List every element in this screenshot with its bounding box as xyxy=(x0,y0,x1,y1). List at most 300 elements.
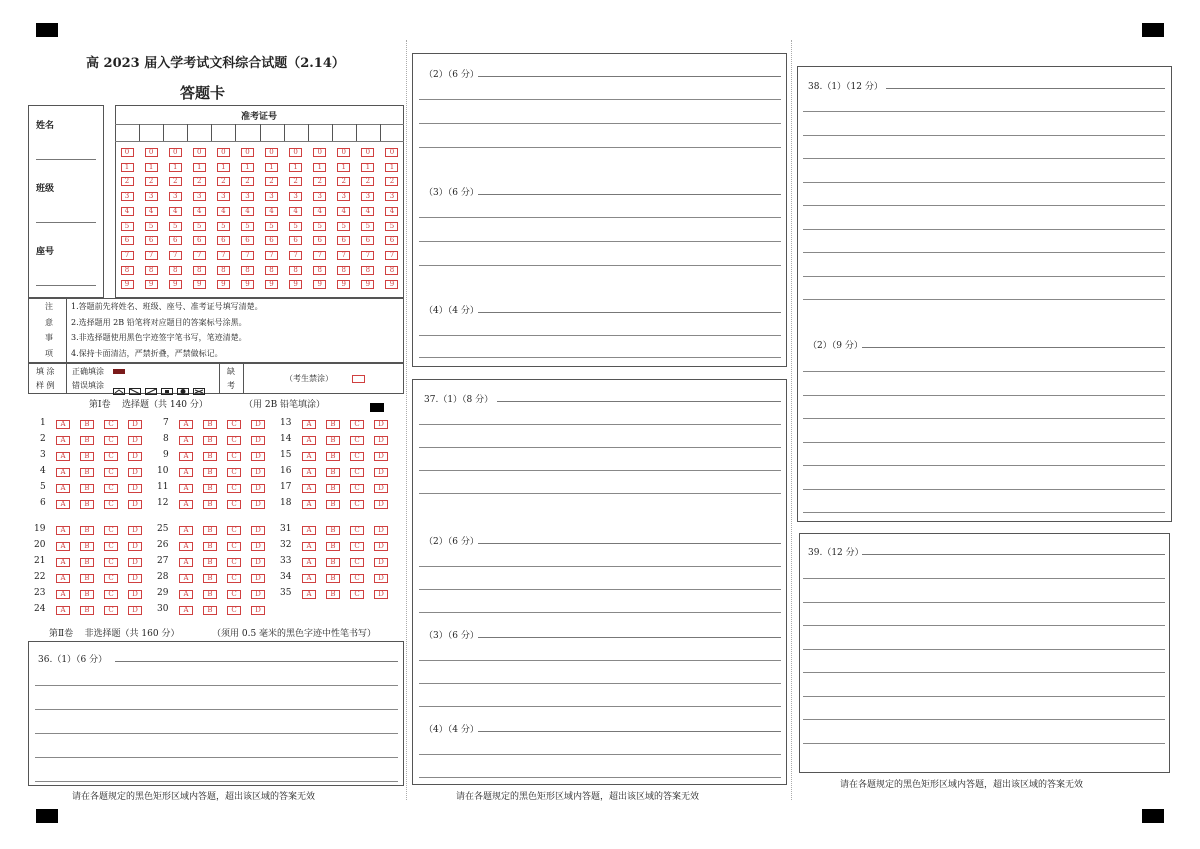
answer-line[interactable] xyxy=(419,424,781,425)
answer-line[interactable] xyxy=(803,371,1165,372)
option-bubble[interactable]: B xyxy=(326,452,340,461)
exam-id-digit-bubble[interactable]: 5 xyxy=(361,222,374,231)
exam-id-digit-bubble[interactable]: 4 xyxy=(193,207,206,216)
exam-id-digit-bubble[interactable]: 4 xyxy=(145,207,158,216)
exam-id-digit-bubble[interactable]: 6 xyxy=(169,236,182,245)
exam-id-digit-bubble[interactable]: 4 xyxy=(169,207,182,216)
exam-id-digit-bubble[interactable]: 7 xyxy=(217,251,230,260)
answer-line[interactable] xyxy=(419,123,781,124)
option-bubble[interactable]: D xyxy=(374,484,388,493)
option-bubble[interactable]: B xyxy=(80,452,94,461)
option-bubble[interactable]: B xyxy=(203,468,217,477)
option-bubble[interactable]: C xyxy=(350,590,364,599)
option-bubble[interactable]: B xyxy=(80,484,94,493)
option-bubble[interactable]: C xyxy=(350,558,364,567)
exam-id-digit-bubble[interactable]: 9 xyxy=(361,280,374,289)
answer-line[interactable] xyxy=(803,395,1165,396)
answer-line[interactable] xyxy=(419,660,781,661)
option-bubble[interactable]: B xyxy=(326,420,340,429)
exam-id-digit-bubble[interactable]: 1 xyxy=(241,163,254,172)
option-bubble[interactable]: A xyxy=(56,558,70,567)
exam-id-digit-bubble[interactable]: 6 xyxy=(337,236,350,245)
option-bubble[interactable]: D xyxy=(128,606,142,615)
exam-id-digit-bubble[interactable]: 1 xyxy=(121,163,134,172)
exam-id-digit-bubble[interactable]: 5 xyxy=(169,222,182,231)
exam-id-digit-bubble[interactable]: 9 xyxy=(193,280,206,289)
exam-id-digit-bubble[interactable]: 2 xyxy=(313,177,326,186)
option-bubble[interactable]: B xyxy=(326,436,340,445)
option-bubble[interactable]: B xyxy=(326,542,340,551)
exam-id-digit-bubble[interactable]: 0 xyxy=(265,148,278,157)
option-bubble[interactable]: B xyxy=(80,590,94,599)
exam-id-digit-bubble[interactable]: 7 xyxy=(337,251,350,260)
option-bubble[interactable]: D xyxy=(251,420,265,429)
answer-line[interactable] xyxy=(419,683,781,684)
option-bubble[interactable]: A xyxy=(179,436,193,445)
option-bubble[interactable]: A xyxy=(179,500,193,509)
exam-id-digit-bubble[interactable]: 3 xyxy=(289,192,302,201)
exam-id-digit-bubble[interactable]: 5 xyxy=(289,222,302,231)
exam-id-digit-bubble[interactable]: 6 xyxy=(241,236,254,245)
exam-id-digit-bubble[interactable]: 9 xyxy=(217,280,230,289)
option-bubble[interactable]: C xyxy=(104,420,118,429)
exam-id-digit-bubble[interactable]: 1 xyxy=(361,163,374,172)
option-bubble[interactable]: A xyxy=(56,500,70,509)
option-bubble[interactable]: A xyxy=(179,558,193,567)
exam-id-digit-bubble[interactable]: 5 xyxy=(193,222,206,231)
answer-line[interactable] xyxy=(803,111,1165,112)
option-bubble[interactable]: D xyxy=(374,526,388,535)
answer-line[interactable] xyxy=(803,696,1165,697)
q39-box[interactable] xyxy=(799,533,1170,773)
option-bubble[interactable]: C xyxy=(104,574,118,583)
exam-id-digit-bubble[interactable]: 5 xyxy=(217,222,230,231)
answer-line[interactable] xyxy=(35,781,398,782)
option-bubble[interactable]: D xyxy=(128,590,142,599)
option-bubble[interactable]: C xyxy=(104,436,118,445)
exam-id-digit-bubble[interactable]: 0 xyxy=(217,148,230,157)
answer-line[interactable] xyxy=(803,602,1165,603)
option-bubble[interactable]: C xyxy=(104,452,118,461)
answer-line[interactable] xyxy=(35,733,398,734)
exam-id-digit-bubble[interactable]: 4 xyxy=(121,207,134,216)
option-bubble[interactable]: D xyxy=(374,574,388,583)
option-bubble[interactable]: B xyxy=(203,558,217,567)
answer-line[interactable] xyxy=(419,217,781,218)
exam-id-digit-bubble[interactable]: 0 xyxy=(169,148,182,157)
option-bubble[interactable]: D xyxy=(251,484,265,493)
option-bubble[interactable]: A xyxy=(302,484,316,493)
answer-line[interactable] xyxy=(803,625,1165,626)
option-bubble[interactable]: C xyxy=(227,468,241,477)
option-bubble[interactable]: B xyxy=(326,590,340,599)
option-bubble[interactable]: B xyxy=(80,558,94,567)
option-bubble[interactable]: A xyxy=(56,420,70,429)
exam-id-digit-bubble[interactable]: 8 xyxy=(169,266,182,275)
exam-id-digit-bubble[interactable]: 6 xyxy=(265,236,278,245)
option-bubble[interactable]: B xyxy=(203,420,217,429)
option-bubble[interactable]: C xyxy=(104,526,118,535)
exam-id-digit-bubble[interactable]: 3 xyxy=(385,192,398,201)
exam-id-digit-bubble[interactable]: 2 xyxy=(217,177,230,186)
option-bubble[interactable]: A xyxy=(56,484,70,493)
exam-id-digit-bubble[interactable]: 3 xyxy=(169,192,182,201)
option-bubble[interactable]: A xyxy=(179,420,193,429)
option-bubble[interactable]: B xyxy=(80,468,94,477)
option-bubble[interactable]: C xyxy=(227,558,241,567)
exam-id-digit-bubble[interactable]: 9 xyxy=(265,280,278,289)
option-bubble[interactable]: C xyxy=(227,590,241,599)
exam-id-digit-bubble[interactable]: 1 xyxy=(145,163,158,172)
answer-line[interactable] xyxy=(803,135,1165,136)
answer-line[interactable] xyxy=(803,719,1165,720)
option-bubble[interactable]: C xyxy=(350,452,364,461)
option-bubble[interactable]: C xyxy=(350,574,364,583)
exam-id-digit-bubble[interactable]: 6 xyxy=(385,236,398,245)
option-bubble[interactable]: B xyxy=(203,526,217,535)
exam-id-digit-bubble[interactable]: 8 xyxy=(265,266,278,275)
option-bubble[interactable]: D xyxy=(128,500,142,509)
exam-id-digit-bubble[interactable]: 0 xyxy=(145,148,158,157)
exam-id-digit-bubble[interactable]: 6 xyxy=(145,236,158,245)
option-bubble[interactable]: B xyxy=(80,500,94,509)
option-bubble[interactable]: D xyxy=(251,500,265,509)
exam-id-digit-bubble[interactable]: 5 xyxy=(121,222,134,231)
answer-line[interactable] xyxy=(803,743,1165,744)
exam-id-digit-bubble[interactable]: 1 xyxy=(265,163,278,172)
option-bubble[interactable]: A xyxy=(302,500,316,509)
answer-line[interactable] xyxy=(419,566,781,567)
option-bubble[interactable]: D xyxy=(251,542,265,551)
option-bubble[interactable]: A xyxy=(302,574,316,583)
option-bubble[interactable]: C xyxy=(104,500,118,509)
option-bubble[interactable]: B xyxy=(326,526,340,535)
exam-id-digit-bubble[interactable]: 3 xyxy=(241,192,254,201)
option-bubble[interactable]: A xyxy=(179,590,193,599)
exam-id-digit-bubble[interactable]: 1 xyxy=(289,163,302,172)
exam-id-digit-bubble[interactable]: 7 xyxy=(193,251,206,260)
exam-id-digit-bubble[interactable]: 2 xyxy=(241,177,254,186)
option-bubble[interactable]: A xyxy=(56,574,70,583)
exam-id-digit-bubble[interactable]: 4 xyxy=(265,207,278,216)
option-bubble[interactable]: D xyxy=(251,468,265,477)
answer-line[interactable] xyxy=(419,493,781,494)
exam-id-digit-bubble[interactable]: 4 xyxy=(289,207,302,216)
option-bubble[interactable]: C xyxy=(350,500,364,509)
exam-id-digit-bubble[interactable]: 8 xyxy=(145,266,158,275)
option-bubble[interactable]: B xyxy=(80,542,94,551)
exam-id-digit-bubble[interactable]: 6 xyxy=(361,236,374,245)
exam-id-digit-bubble[interactable]: 5 xyxy=(337,222,350,231)
exam-id-digit-bubble[interactable]: 0 xyxy=(385,148,398,157)
exam-id-digit-bubble[interactable]: 9 xyxy=(337,280,350,289)
option-bubble[interactable]: C xyxy=(104,542,118,551)
exam-id-digit-bubble[interactable]: 7 xyxy=(385,251,398,260)
option-bubble[interactable]: D xyxy=(251,590,265,599)
exam-id-digit-bubble[interactable]: 2 xyxy=(121,177,134,186)
option-bubble[interactable]: D xyxy=(128,468,142,477)
answer-line[interactable] xyxy=(803,158,1165,159)
option-bubble[interactable]: C xyxy=(350,526,364,535)
option-bubble[interactable]: A xyxy=(179,484,193,493)
name-field-line[interactable] xyxy=(36,159,96,160)
option-bubble[interactable]: D xyxy=(374,436,388,445)
option-bubble[interactable]: B xyxy=(203,436,217,445)
exam-id-digit-bubble[interactable]: 9 xyxy=(169,280,182,289)
exam-id-digit-bubble[interactable]: 8 xyxy=(241,266,254,275)
exam-id-digit-bubble[interactable]: 0 xyxy=(241,148,254,157)
exam-id-digit-bubble[interactable]: 1 xyxy=(217,163,230,172)
option-bubble[interactable]: A xyxy=(302,468,316,477)
answer-line[interactable] xyxy=(419,357,781,358)
option-bubble[interactable]: A xyxy=(302,420,316,429)
exam-id-digit-bubble[interactable]: 1 xyxy=(169,163,182,172)
option-bubble[interactable]: A xyxy=(302,558,316,567)
option-bubble[interactable]: D xyxy=(251,558,265,567)
exam-id-digit-bubble[interactable]: 3 xyxy=(265,192,278,201)
option-bubble[interactable]: A xyxy=(179,574,193,583)
answer-line[interactable] xyxy=(803,418,1165,419)
exam-id-digit-bubble[interactable]: 8 xyxy=(337,266,350,275)
option-bubble[interactable]: B xyxy=(203,574,217,583)
exam-id-digit-bubble[interactable]: 5 xyxy=(313,222,326,231)
option-bubble[interactable]: C xyxy=(104,484,118,493)
answer-line[interactable] xyxy=(803,489,1165,490)
exam-id-digit-bubble[interactable]: 7 xyxy=(169,251,182,260)
option-bubble[interactable]: A xyxy=(302,452,316,461)
option-bubble[interactable]: A xyxy=(56,452,70,461)
answer-line[interactable] xyxy=(419,777,781,778)
answer-line[interactable] xyxy=(419,589,781,590)
exam-id-digit-bubble[interactable]: 9 xyxy=(145,280,158,289)
exam-id-digit-bubble[interactable]: 2 xyxy=(265,177,278,186)
exam-id-digit-bubble[interactable]: 7 xyxy=(313,251,326,260)
answer-line[interactable] xyxy=(419,241,781,242)
answer-line[interactable] xyxy=(419,470,781,471)
seat-field-line[interactable] xyxy=(36,285,96,286)
exam-id-digit-bubble[interactable]: 3 xyxy=(193,192,206,201)
option-bubble[interactable]: A xyxy=(56,590,70,599)
option-bubble[interactable]: C xyxy=(227,484,241,493)
answer-line[interactable] xyxy=(803,512,1165,513)
exam-id-digit-bubble[interactable]: 7 xyxy=(241,251,254,260)
option-bubble[interactable]: D xyxy=(128,436,142,445)
option-bubble[interactable]: D xyxy=(251,452,265,461)
exam-id-digit-bubble[interactable]: 6 xyxy=(121,236,134,245)
option-bubble[interactable]: A xyxy=(56,468,70,477)
exam-id-digit-bubble[interactable]: 0 xyxy=(361,148,374,157)
exam-id-digit-bubble[interactable]: 1 xyxy=(313,163,326,172)
exam-id-digit-bubble[interactable]: 5 xyxy=(145,222,158,231)
option-bubble[interactable]: D xyxy=(128,420,142,429)
option-bubble[interactable]: D xyxy=(374,542,388,551)
option-bubble[interactable]: B xyxy=(203,484,217,493)
answer-line[interactable] xyxy=(803,649,1165,650)
option-bubble[interactable]: A xyxy=(302,590,316,599)
option-bubble[interactable]: B xyxy=(80,606,94,615)
option-bubble[interactable]: D xyxy=(251,606,265,615)
answer-line[interactable] xyxy=(419,447,781,448)
exam-id-digit-bubble[interactable]: 2 xyxy=(193,177,206,186)
exam-id-digit-bubble[interactable]: 1 xyxy=(385,163,398,172)
option-bubble[interactable]: A xyxy=(179,452,193,461)
exam-id-digit-bubble[interactable]: 0 xyxy=(313,148,326,157)
exam-id-digit-bubble[interactable]: 3 xyxy=(361,192,374,201)
absent-bubble[interactable] xyxy=(352,375,365,383)
option-bubble[interactable]: B xyxy=(80,436,94,445)
option-bubble[interactable]: C xyxy=(227,436,241,445)
option-bubble[interactable]: C xyxy=(227,574,241,583)
option-bubble[interactable]: A xyxy=(302,526,316,535)
answer-line[interactable] xyxy=(803,299,1165,300)
exam-id-digit-bubble[interactable]: 0 xyxy=(121,148,134,157)
exam-id-digit-bubble[interactable]: 6 xyxy=(289,236,302,245)
option-bubble[interactable]: C xyxy=(227,452,241,461)
exam-id-digit-bubble[interactable]: 8 xyxy=(193,266,206,275)
exam-id-digit-bubble[interactable]: 4 xyxy=(217,207,230,216)
exam-id-digit-bubble[interactable]: 1 xyxy=(337,163,350,172)
exam-id-digit-bubble[interactable]: 0 xyxy=(289,148,302,157)
option-bubble[interactable]: D xyxy=(128,542,142,551)
exam-id-digit-bubble[interactable]: 6 xyxy=(313,236,326,245)
exam-id-digit-bubble[interactable]: 3 xyxy=(145,192,158,201)
exam-id-digit-bubble[interactable]: 2 xyxy=(145,177,158,186)
option-bubble[interactable]: C xyxy=(104,468,118,477)
option-bubble[interactable]: B xyxy=(326,558,340,567)
exam-id-digit-bubble[interactable]: 4 xyxy=(241,207,254,216)
option-bubble[interactable]: D xyxy=(251,526,265,535)
option-bubble[interactable]: D xyxy=(251,436,265,445)
option-bubble[interactable]: B xyxy=(326,574,340,583)
exam-id-digit-bubble[interactable]: 1 xyxy=(193,163,206,172)
option-bubble[interactable]: C xyxy=(227,526,241,535)
option-bubble[interactable]: B xyxy=(80,420,94,429)
option-bubble[interactable]: D xyxy=(374,558,388,567)
answer-line[interactable] xyxy=(803,578,1165,579)
option-bubble[interactable]: A xyxy=(56,542,70,551)
exam-id-digit-bubble[interactable]: 7 xyxy=(289,251,302,260)
exam-id-digit-bubble[interactable]: 8 xyxy=(385,266,398,275)
exam-id-digit-bubble[interactable]: 3 xyxy=(337,192,350,201)
answer-line[interactable] xyxy=(419,754,781,755)
exam-id-digit-bubble[interactable]: 2 xyxy=(337,177,350,186)
option-bubble[interactable]: D xyxy=(374,420,388,429)
option-bubble[interactable]: D xyxy=(128,526,142,535)
answer-line[interactable] xyxy=(803,252,1165,253)
answer-line[interactable] xyxy=(419,612,781,613)
answer-line[interactable] xyxy=(419,265,781,266)
exam-id-digit-bubble[interactable]: 9 xyxy=(385,280,398,289)
option-bubble[interactable]: D xyxy=(374,590,388,599)
answer-line[interactable] xyxy=(803,229,1165,230)
q36-cont-box[interactable] xyxy=(412,53,787,367)
answer-line[interactable] xyxy=(803,276,1165,277)
option-bubble[interactable]: B xyxy=(203,500,217,509)
option-bubble[interactable]: C xyxy=(350,420,364,429)
option-bubble[interactable]: A xyxy=(179,542,193,551)
exam-id-digit-bubble[interactable]: 3 xyxy=(121,192,134,201)
option-bubble[interactable]: B xyxy=(326,468,340,477)
option-bubble[interactable]: B xyxy=(326,500,340,509)
exam-id-digit-bubble[interactable]: 2 xyxy=(169,177,182,186)
option-bubble[interactable]: D xyxy=(128,452,142,461)
answer-line[interactable] xyxy=(35,757,398,758)
exam-id-digit-bubble[interactable]: 2 xyxy=(289,177,302,186)
option-bubble[interactable]: C xyxy=(350,484,364,493)
exam-id-digit-bubble[interactable]: 4 xyxy=(361,207,374,216)
option-bubble[interactable]: C xyxy=(350,436,364,445)
option-bubble[interactable]: B xyxy=(80,526,94,535)
option-bubble[interactable]: A xyxy=(56,436,70,445)
option-bubble[interactable]: B xyxy=(203,452,217,461)
exam-id-digit-bubble[interactable]: 5 xyxy=(265,222,278,231)
answer-line[interactable] xyxy=(803,442,1165,443)
answer-line[interactable] xyxy=(419,706,781,707)
answer-line[interactable] xyxy=(35,709,398,710)
option-bubble[interactable]: B xyxy=(80,574,94,583)
exam-id-digit-bubble[interactable]: 7 xyxy=(361,251,374,260)
option-bubble[interactable]: C xyxy=(227,542,241,551)
option-bubble[interactable]: D xyxy=(374,468,388,477)
exam-id-digit-bubble[interactable]: 8 xyxy=(121,266,134,275)
exam-id-digit-bubble[interactable]: 9 xyxy=(313,280,326,289)
option-bubble[interactable]: A xyxy=(56,526,70,535)
option-bubble[interactable]: B xyxy=(203,590,217,599)
option-bubble[interactable]: B xyxy=(326,484,340,493)
exam-id-digit-bubble[interactable]: 8 xyxy=(217,266,230,275)
exam-id-digit-bubble[interactable]: 9 xyxy=(289,280,302,289)
option-bubble[interactable]: C xyxy=(227,420,241,429)
option-bubble[interactable]: A xyxy=(302,436,316,445)
exam-id-digit-bubble[interactable]: 8 xyxy=(361,266,374,275)
option-bubble[interactable]: C xyxy=(227,500,241,509)
option-bubble[interactable]: A xyxy=(179,606,193,615)
answer-line[interactable] xyxy=(803,465,1165,466)
option-bubble[interactable]: A xyxy=(179,526,193,535)
option-bubble[interactable]: A xyxy=(179,468,193,477)
class-field-line[interactable] xyxy=(36,222,96,223)
exam-id-digit-bubble[interactable]: 2 xyxy=(361,177,374,186)
option-bubble[interactable]: B xyxy=(203,542,217,551)
option-bubble[interactable]: D xyxy=(251,574,265,583)
option-bubble[interactable]: D xyxy=(128,574,142,583)
answer-line[interactable] xyxy=(803,205,1165,206)
option-bubble[interactable]: B xyxy=(203,606,217,615)
exam-id-digit-bubble[interactable]: 6 xyxy=(193,236,206,245)
option-bubble[interactable]: A xyxy=(302,542,316,551)
option-bubble[interactable]: C xyxy=(227,606,241,615)
option-bubble[interactable]: C xyxy=(104,590,118,599)
exam-id-digit-bubble[interactable]: 7 xyxy=(145,251,158,260)
exam-id-digit-bubble[interactable]: 5 xyxy=(385,222,398,231)
option-bubble[interactable]: D xyxy=(374,500,388,509)
exam-id-digit-bubble[interactable]: 4 xyxy=(385,207,398,216)
exam-id-digit-bubble[interactable]: 0 xyxy=(193,148,206,157)
option-bubble[interactable]: C xyxy=(104,558,118,567)
exam-id-digit-bubble[interactable]: 2 xyxy=(385,177,398,186)
option-bubble[interactable]: C xyxy=(104,606,118,615)
answer-line[interactable] xyxy=(419,99,781,100)
option-bubble[interactable]: D xyxy=(128,484,142,493)
exam-id-digit-bubble[interactable]: 0 xyxy=(337,148,350,157)
answer-line[interactable] xyxy=(803,182,1165,183)
exam-id-digit-bubble[interactable]: 3 xyxy=(313,192,326,201)
exam-id-digit-bubble[interactable]: 8 xyxy=(313,266,326,275)
exam-id-digit-bubble[interactable]: 7 xyxy=(265,251,278,260)
exam-id-digit-bubble[interactable]: 9 xyxy=(121,280,134,289)
answer-line[interactable] xyxy=(803,672,1165,673)
option-bubble[interactable]: C xyxy=(350,468,364,477)
